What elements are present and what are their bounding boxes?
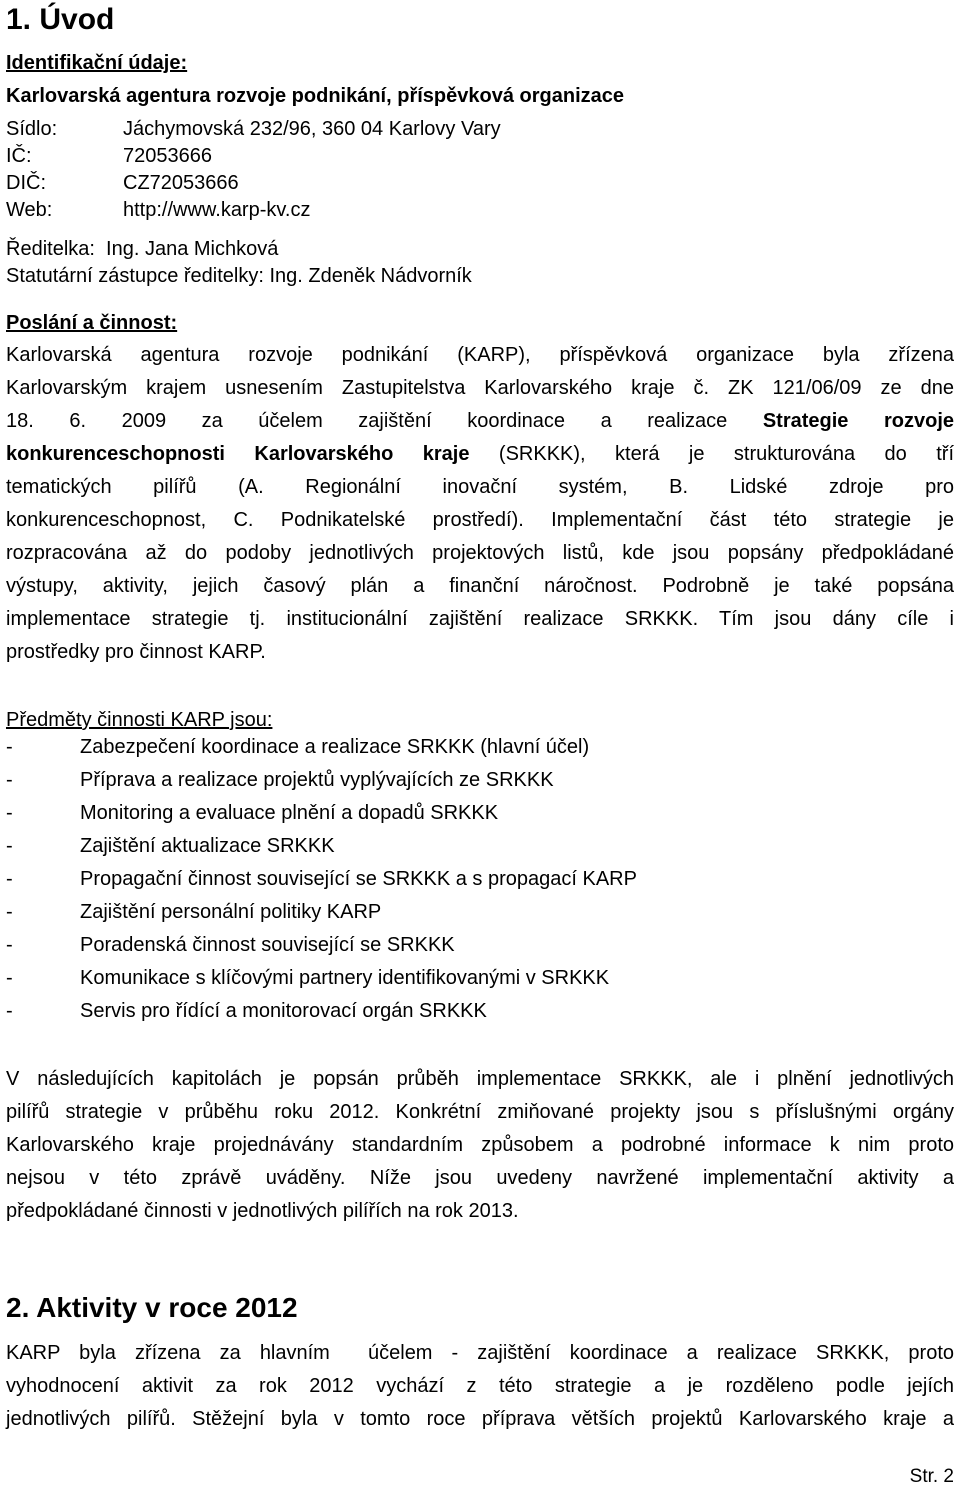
section-2-line: jednotlivých pilířů. Stěžejní byla v tomto roce příprava větších projektů Karlovarského kraje a — [6, 1408, 954, 1430]
dash-marker: - — [6, 868, 13, 890]
dash-marker: - — [6, 1000, 13, 1022]
mission-line: konkurenceschopnost, C. Podnikatelské prostředí). Implementační část této strategie je — [6, 509, 954, 531]
list-item — [6, 896, 637, 929]
mission-line-part: (SRKKK), která je strukturována do tří — [469, 443, 954, 465]
field-label: Web: — [6, 199, 53, 221]
dash-marker: - — [6, 901, 13, 923]
list-item-text: Komunikace s klíčovými partnery identifikovanými v SRKKK — [80, 967, 610, 989]
dash-marker: - — [6, 835, 13, 857]
list-item-text: Monitoring a evaluace plnění a dopadů SRKKK — [80, 802, 499, 824]
closing-line: nejsou v této zprávě uváděny. Níže jsou uvedeny navržené implementační aktivity a — [6, 1167, 954, 1189]
mission-line: tematických pilířů (A. Regionální inovační systém, B. Lidské zdroje pro — [6, 476, 954, 498]
field-label: DIČ: — [6, 172, 46, 194]
mission-line: rozpracována až do podoby jednotlivých projektových listů, kde jsou popsány předpokládané — [6, 542, 954, 564]
list-item — [6, 764, 637, 797]
dash-marker: - — [6, 769, 13, 791]
mission-line: výstupy, aktivity, jejich časový plán a finanční náročnost. Podrobně je také popsána — [6, 575, 954, 597]
section-2-title: 2. Aktivity v roce 2012 — [6, 1292, 298, 1323]
field-dic — [6, 172, 239, 195]
activities-heading: Předměty činnosti KARP jsou: — [6, 709, 273, 731]
director-line: Ředitelka: Ing. Jana Michková — [6, 238, 279, 260]
field-label: Sídlo: — [6, 118, 58, 140]
activities-list — [6, 731, 637, 1028]
field-value: 72053666 — [123, 145, 212, 167]
list-item — [6, 797, 637, 830]
section-2-line: vyhodnocení aktivit za rok 2012 vychází z této strategie a je rozděleno podle jejích — [6, 1375, 954, 1397]
section-2-paragraph — [6, 1337, 954, 1436]
mission-line: Karlovarským krajem usnesením Zastupitelstva Karlovarského kraje č. ZK 121/06/09 ze dne — [6, 377, 954, 399]
list-item — [6, 731, 637, 764]
field-label: IČ: — [6, 145, 32, 167]
list-item — [6, 929, 637, 962]
list-item-text: Zabezpečení koordinace a realizace SRKKK (hlavní účel) — [80, 736, 590, 758]
closing-line: Karlovarského kraje projednávány standardním způsobem a podrobné informace k nim proto — [6, 1134, 954, 1156]
list-item — [6, 830, 637, 863]
page-number: Str. 2 — [909, 1466, 954, 1487]
list-item — [6, 962, 637, 995]
closing-line: V následujících kapitolách je popsán průběh implementace SRKKK, ale i plnění jednotlivých — [6, 1068, 954, 1090]
list-item-text: Příprava a realizace projektů vyplývajících ze SRKKK — [80, 769, 554, 791]
list-item-text: Zajištění personální politiky KARP — [80, 901, 382, 923]
mission-line: prostředky pro činnost KARP. — [6, 641, 266, 663]
field-seat — [6, 118, 501, 141]
deputy-line: Statutární zástupce ředitelky: Ing. Zdeněk Nádvorník — [6, 265, 472, 287]
mission-line: implementace strategie tj. institucionální zajištění realizace SRKKK. Tím jsou dány cíle i — [6, 608, 954, 630]
list-item-text: Servis pro řídící a monitorovací orgán SRKKK — [80, 1000, 487, 1022]
list-item-text: Poradenská činnost související se SRKKK — [80, 934, 455, 956]
dash-marker: - — [6, 967, 13, 989]
dash-marker: - — [6, 934, 13, 956]
section-2-line: KARP byla zřízena za hlavním účelem - zajištění koordinace a realizace SRKKK, proto — [6, 1342, 954, 1364]
list-item — [6, 863, 637, 896]
field-value: CZ72053666 — [123, 172, 239, 194]
mission-line — [6, 405, 954, 438]
organization-name: Karlovarská agentura rozvoje podnikání, příspěvková organizace — [6, 85, 624, 107]
closing-line: pilířů strategie v průběhu roku 2012. Konkrétní zmiňované projekty jsou s příslušnými orgány — [6, 1101, 954, 1123]
closing-line: předpokládané činnosti v jednotlivých pilířích na rok 2013. — [6, 1200, 519, 1222]
dash-marker: - — [6, 736, 13, 758]
closing-paragraph — [6, 1063, 954, 1228]
mission-line: Karlovarská agentura rozvoje podnikání (KARP), příspěvková organizace byla zřízena — [6, 344, 954, 366]
web-link[interactable]: http://www.karp-kv.cz — [123, 199, 311, 221]
mission-line-part: 18. 6. 2009 za účelem zajištění koordinace a realizace — [6, 410, 763, 432]
list-item-text: Propagační činnost související se SRKKK a s propagací KARP — [80, 868, 637, 890]
mission-line — [6, 438, 954, 471]
list-item-text: Zajištění aktualizace SRKKK — [80, 835, 335, 857]
mission-heading: Poslání a činnost: — [6, 312, 178, 334]
field-ic — [6, 145, 212, 168]
section-1-title: 1. Úvod — [6, 3, 115, 36]
dash-marker: - — [6, 802, 13, 824]
mission-paragraph — [6, 339, 954, 669]
field-web — [6, 199, 310, 222]
strategy-name-bold-cont: konkurenceschopnosti Karlovarského kraje — [6, 443, 470, 465]
identification-heading: Identifikační údaje: — [6, 52, 188, 74]
strategy-name-bold: Strategie rozvoje — [762, 410, 954, 432]
field-value: Jáchymovská 232/96, 360 04 Karlovy Vary — [123, 118, 501, 140]
list-item — [6, 995, 637, 1028]
